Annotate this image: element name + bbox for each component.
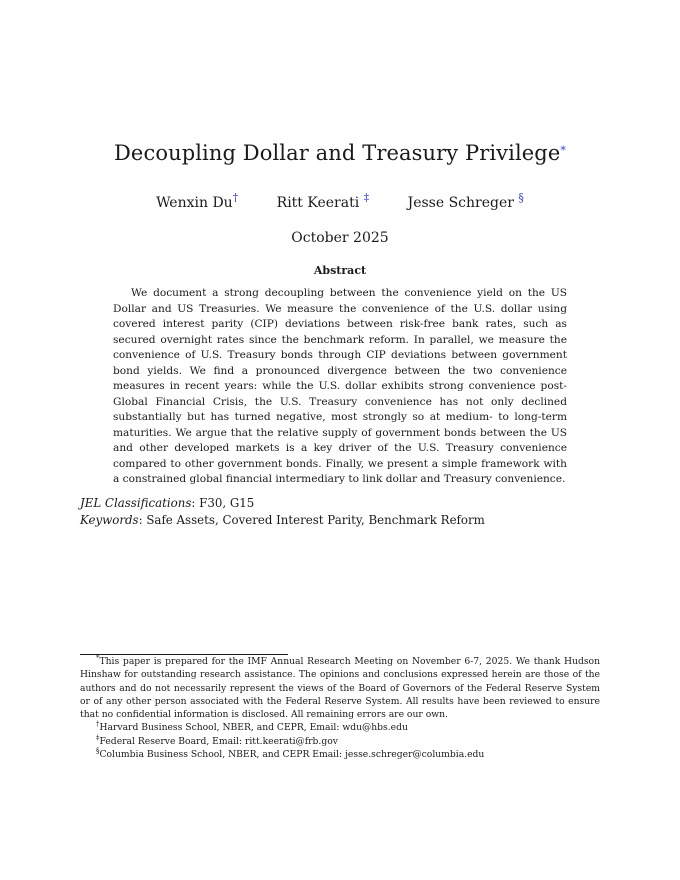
jel-value: F30, G15 <box>199 496 255 510</box>
author-list <box>0 191 680 211</box>
author-keerati <box>276 191 370 211</box>
paper-title-text: Decoupling Dollar and Treasury Privilege <box>114 141 561 165</box>
author-name: Wenxin Du <box>156 195 233 211</box>
footnote-text: Harvard Business School, NBER, and CEPR, Email: wdu@hbs.edu <box>99 722 408 734</box>
footnote-keerati <box>80 735 600 748</box>
footnote-marker: † <box>96 720 100 729</box>
jel-label: JEL Classifications <box>80 496 192 510</box>
author-footnote-marker[interactable]: ‡ <box>363 191 370 204</box>
footnote-marker: § <box>96 747 100 756</box>
paper-title <box>0 141 680 165</box>
jel-line: JEL Classifications: F30, G15 <box>80 496 255 510</box>
keywords-line: Keywords: Safe Assets, Covered Interest Parity, Benchmark Reform <box>80 513 485 527</box>
abstract-text: We document a strong decoupling between the convenience yield on the US Dollar and US Treasuries. We measure the convenience of the U.S. dollar using covered interest parity (CIP) deviations between risk-free bank rates, such as secured overnight rates since the benchmark reform. In parallel, we measure the convenience of U.S. Treasury bonds through CIP deviations between government bond yields. We find a pronounced divergence between the two convenience measures in recent years: while the U.S. dollar exhibits strong convenience post-Global Financial Crisis, the U.S. Treasury convenience has not only declined substantially but has turned negative, most strongly so at medium- to long-term maturities. We argue that the relative supply of government bonds between the US and other developed markets is a key driver of the U.S. Treasury convenience compared to other government bonds. Finally, we present a simple framework with a constrained global financial intermediary to link dollar and Treasury convenience. <box>113 287 567 485</box>
author-name: Jesse Schreger <box>407 195 514 211</box>
footnote-du <box>80 721 600 734</box>
author-schreger <box>407 191 524 211</box>
footnotes-block <box>80 655 600 761</box>
abstract-heading: Abstract <box>313 264 367 277</box>
title-footnote-marker[interactable]: * <box>560 144 566 157</box>
footnote-text: This paper is prepared for the IMF Annual Research Meeting on November 6-7, 2025. We thank Hudson Hinshaw for outstanding research assistance. The opinions and conclusions expressed herein are those of the authors and do not necessarily represent the views of the Board of Governors of the Federal Reserve System or of any other person associated with the Federal Reserve System. All results have been reviewed to ensure that no confidential information is disclosed. All remaining errors are our own. <box>80 656 600 721</box>
paper-date: October 2025 <box>291 230 389 246</box>
classifications-block <box>80 495 600 529</box>
footnote-marker: * <box>96 654 100 662</box>
author-du <box>156 191 239 211</box>
author-footnote-marker[interactable]: § <box>518 191 524 204</box>
footnote-text: Columbia Business School, NBER, and CEPR Email: jesse.schreger@columbia.edu <box>99 749 485 761</box>
keywords-value: Safe Assets, Covered Interest Parity, Benchmark Reform <box>146 513 485 527</box>
footnote-text: Federal Reserve Board, Email: ritt.keerati@frb.gov <box>99 735 338 747</box>
footnote-schreger <box>80 748 600 761</box>
author-name: Ritt Keerati <box>276 195 360 211</box>
keywords-label: Keywords <box>80 513 139 527</box>
footnote-acknowledgment <box>80 655 600 721</box>
footnote-marker: ‡ <box>96 733 100 742</box>
author-footnote-marker[interactable]: † <box>232 191 239 204</box>
